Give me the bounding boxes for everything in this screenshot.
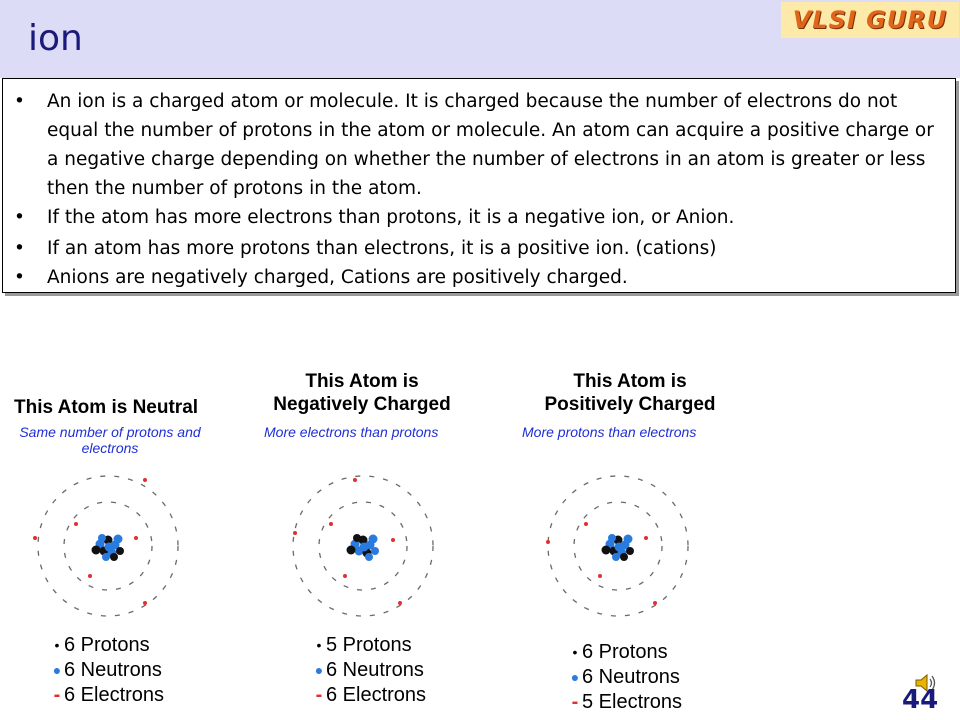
atom-subtitle: More electrons than protons <box>264 424 439 440</box>
nucleus <box>347 534 380 561</box>
legend-neutrons: 6 Neutrons <box>582 666 680 688</box>
electrons <box>293 478 402 605</box>
legend-protons: 6 Protons <box>582 641 668 663</box>
legend-electrons: 5 Electrons <box>582 691 683 713</box>
bullet-text: An ion is a charged atom or molecule. It is charged because the number of electrons do not equal the number of protons in the atom or molecule. An atom can acquire a positive charge or a negative charge depending on whether the number of electrons in an atom is greater or less then the number of protons in the atom. <box>47 91 934 199</box>
atom-legend: • 5 Protons ● 6 Neutrons - 6 Electrons <box>314 634 427 706</box>
bullet-item <box>3 263 945 292</box>
page-number: 44 <box>902 685 939 715</box>
atom-subtitle: More protons than electrons <box>522 424 697 440</box>
vlsi-guru-logo: VLSI GURU <box>781 2 959 38</box>
atom-heading: This Atom is Neutral <box>14 397 199 418</box>
bullet-text: Anions are negatively charged, Cations are positively charged. <box>47 267 628 288</box>
legend-electrons: 6 Electrons <box>64 684 165 706</box>
legend-protons: 6 Protons <box>64 634 150 656</box>
nucleus <box>92 534 125 561</box>
atom-subtitle: Same number of protons and electrons <box>19 424 201 456</box>
atom-legend: • 6 Protons ● 6 Neutrons - 5 Electrons <box>570 641 683 713</box>
bullet-marker: • <box>14 91 25 112</box>
legend-protons: 5 Protons <box>326 634 412 656</box>
bullet-item <box>3 234 945 263</box>
bullet-list <box>3 79 955 292</box>
nucleus <box>602 534 635 561</box>
bullet-marker: • <box>14 207 25 228</box>
slide-title: ion <box>28 18 83 59</box>
atom-heading: This Atom is Positively Charged <box>544 371 716 415</box>
content-box <box>2 78 956 293</box>
legend-neutrons: 6 Neutrons <box>326 659 424 681</box>
legend-electrons: 6 Electrons <box>326 684 427 706</box>
legend-neutrons: 6 Neutrons <box>64 659 162 681</box>
atom-diagram-positive <box>530 458 710 628</box>
bullet-item <box>3 203 945 232</box>
bullet-text: If the atom has more electrons than protons, it is a negative ion, or Anion. <box>47 207 735 228</box>
bullet-marker: • <box>14 267 25 288</box>
bullet-marker: • <box>14 238 25 259</box>
atom-heading: This Atom is Negatively Charged <box>273 371 451 415</box>
electrons <box>546 522 657 605</box>
atom-diagram-negative <box>275 458 455 628</box>
atom-legend: • 6 Protons ● 6 Neutrons - 6 Electrons <box>52 634 165 706</box>
bullet-text: If an atom has more protons than electrons, it is a positive ion. (cations) <box>47 238 717 259</box>
bullet-item <box>3 87 945 203</box>
atom-diagram-neutral <box>20 458 200 628</box>
